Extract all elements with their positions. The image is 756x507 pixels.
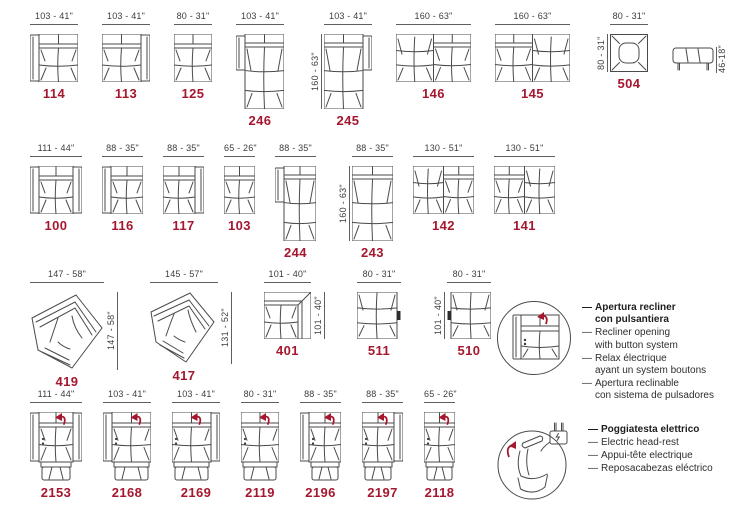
- module-drawing-103: [224, 166, 255, 214]
- module-cell-142: [413, 142, 474, 233]
- width-dimension: 88 - 35": [352, 142, 393, 157]
- width-dimension: 145 - 57": [150, 268, 218, 283]
- module-cell-417: [150, 268, 234, 383]
- legend-item: [588, 463, 713, 475]
- legend-line: Appui-tête electrique: [601, 449, 693, 461]
- width-dimension: 130 - 51": [494, 142, 555, 157]
- model-number: 145: [521, 86, 544, 101]
- dash-bullet: —: [582, 327, 592, 339]
- legend-item: [588, 424, 713, 436]
- module-drawing-417: [150, 292, 218, 364]
- module-cell-100: [30, 142, 82, 233]
- model-number: 243: [361, 245, 384, 260]
- module-drawing-511: [357, 292, 401, 339]
- model-number: 246: [248, 113, 272, 128]
- model-number: 113: [114, 86, 138, 101]
- width-dimension: 88 - 35": [102, 142, 143, 157]
- module-cell-401: [264, 268, 327, 358]
- module-cell-244: [275, 142, 316, 260]
- module-drawing-504: [610, 34, 648, 72]
- module-drawing-125: [174, 34, 212, 82]
- module-cell-141: [494, 142, 555, 233]
- legend-line: Apertura reclinable: [595, 378, 679, 390]
- legend-recliner: [494, 298, 756, 404]
- dash-bullet: —: [588, 463, 598, 475]
- module-cell-419: [30, 268, 120, 389]
- width-dimension: 88 - 35": [362, 388, 403, 403]
- height-dimension: 80 - 31": [596, 34, 608, 72]
- width-dimension: 111 - 44": [30, 142, 82, 157]
- height-dimension: 131 - 52": [220, 292, 232, 364]
- width-dimension: 103 - 41": [30, 10, 78, 25]
- width-dimension: 147 - 58": [30, 268, 104, 283]
- module-drawing-2197: [362, 412, 403, 481]
- module-cell-2153: [30, 388, 82, 500]
- width-dimension: 80 - 31": [174, 10, 212, 25]
- model-number: 244: [284, 245, 307, 260]
- module-cell-243: [336, 142, 393, 260]
- width-dimension: 103 - 41": [172, 388, 220, 403]
- module-cell-2168: [103, 388, 151, 500]
- model-number: 511: [367, 343, 391, 358]
- recliner-mechanism-icon: [494, 298, 574, 378]
- model-number: 2197: [367, 485, 398, 500]
- legend-line: con pulsantiera: [595, 314, 669, 326]
- width-dimension: 88 - 35": [300, 388, 341, 403]
- height-dimension: 101 - 40": [313, 292, 325, 339]
- height-dimension: 46-18": [717, 44, 727, 73]
- module-cell-116: [102, 142, 143, 233]
- model-number: 2118: [424, 485, 455, 500]
- legend-item: [582, 378, 714, 402]
- model-number: 116: [111, 218, 134, 233]
- module-drawing-2168: [103, 412, 151, 481]
- module-cell-146: [396, 10, 471, 101]
- module-cell-511: [357, 268, 401, 358]
- dash-bullet: —: [582, 352, 592, 364]
- model-number: 2168: [111, 485, 143, 500]
- width-dimension: 80 - 31": [610, 10, 648, 25]
- module-drawing-100: [30, 166, 82, 214]
- module-cell-245: [308, 10, 372, 128]
- dash-bullet: —: [588, 436, 598, 448]
- module-drawing-401: [264, 292, 311, 339]
- module-cell-2119: [241, 388, 279, 500]
- model-number: 2196: [305, 485, 336, 500]
- model-number: 2153: [40, 485, 72, 500]
- module-drawing-243: [352, 166, 393, 241]
- module-drawing-510: [447, 292, 491, 339]
- module-drawing-bench: [672, 46, 714, 72]
- model-number: 245: [336, 113, 360, 128]
- legend-line: ayant un system boutons: [595, 364, 707, 376]
- width-dimension: 80 - 31": [447, 268, 491, 283]
- width-dimension: 111 - 44": [30, 388, 82, 403]
- height-dimension: 147 - 58": [106, 292, 118, 370]
- model-number: 401: [276, 343, 299, 358]
- model-number: 125: [181, 86, 205, 101]
- legend-headrest-text: [588, 420, 713, 477]
- width-dimension: 88 - 35": [163, 142, 204, 157]
- dash-bullet: —: [582, 302, 592, 313]
- model-number: 142: [432, 218, 455, 233]
- legend-line: Recliner opening: [595, 327, 671, 339]
- module-drawing-2153: [30, 412, 82, 481]
- legend-line: Relax électrique: [595, 352, 667, 364]
- module-cell-2196: [300, 388, 341, 500]
- width-dimension: 103 - 41": [103, 388, 151, 403]
- legend-headrest: [494, 420, 756, 502]
- module-cell-2169: [172, 388, 220, 500]
- legend-line: Poggiatesta elettrico: [601, 423, 700, 435]
- legend-item: [582, 302, 714, 326]
- module-drawing-245: [324, 34, 372, 109]
- module-drawing-116: [102, 166, 143, 214]
- legend-item: [588, 450, 713, 462]
- module-drawing-2119: [241, 412, 279, 481]
- dash-bullet: —: [582, 378, 592, 390]
- width-dimension: 103 - 41": [324, 10, 372, 25]
- module-drawing-141: [494, 166, 555, 214]
- width-dimension: 65 - 26": [424, 388, 455, 403]
- height-dimension: 160 - 63": [310, 34, 322, 109]
- module-cell-2118: [424, 388, 455, 500]
- module-drawing-145: [495, 34, 570, 82]
- electric-headrest-icon: [494, 420, 580, 502]
- module-row-1: [30, 10, 756, 142]
- model-number: 103: [228, 218, 251, 233]
- width-dimension: 80 - 31": [357, 268, 401, 283]
- height-dimension: 101 - 40": [433, 292, 445, 339]
- model-number: 504: [617, 76, 641, 91]
- width-dimension: 103 - 41": [236, 10, 284, 25]
- module-cell-113: [102, 10, 150, 101]
- width-dimension: 160 - 63": [396, 10, 471, 25]
- model-number: 114: [42, 86, 66, 101]
- legend-line: with button system: [595, 339, 678, 351]
- model-number: 141: [513, 218, 536, 233]
- module-cell-246: [236, 10, 284, 128]
- legend-column: [494, 298, 756, 502]
- module-cell-145: [495, 10, 570, 101]
- model-number: 146: [422, 86, 445, 101]
- model-number: 117: [172, 218, 195, 233]
- module-drawing-113: [102, 34, 150, 82]
- module-cell-510: [431, 268, 491, 358]
- dash-bullet: —: [588, 449, 598, 461]
- width-dimension: 80 - 31": [241, 388, 279, 403]
- legend-line: Electric head-rest: [601, 436, 679, 448]
- width-dimension: 101 - 40": [264, 268, 311, 283]
- model-number: 2169: [180, 485, 212, 500]
- legend-item: [582, 327, 714, 351]
- module-drawing-244: [275, 166, 316, 241]
- module-drawing-142: [413, 166, 474, 214]
- module-row-2: [30, 142, 756, 268]
- legend-item: [588, 437, 713, 449]
- legend-recliner-text: [582, 298, 714, 404]
- model-number: 419: [55, 374, 79, 389]
- width-dimension: 88 - 35": [275, 142, 316, 157]
- height-dimension: 160 - 63": [338, 166, 350, 241]
- dash-bullet: —: [588, 423, 598, 435]
- module-cell-125: [174, 10, 212, 101]
- model-number: 417: [172, 368, 196, 383]
- module-drawing-2196: [300, 412, 341, 481]
- module-drawing-114: [30, 34, 78, 82]
- module-cell: [672, 10, 730, 73]
- width-dimension: 160 - 63": [495, 10, 570, 25]
- module-cell-2197: [362, 388, 403, 500]
- module-drawing-2169: [172, 412, 220, 481]
- legend-line: Reposacabezas eléctrico: [601, 463, 713, 475]
- module-drawing-419: [30, 292, 104, 370]
- legend-item: [582, 353, 714, 377]
- module-drawing-246: [236, 34, 284, 109]
- model-number: 2119: [245, 485, 275, 500]
- width-dimension: 103 - 41": [102, 10, 150, 25]
- legend-line: Apertura recliner: [595, 302, 676, 313]
- model-number: 100: [44, 218, 68, 233]
- module-drawing-117: [163, 166, 204, 214]
- width-dimension: 130 - 51": [413, 142, 474, 157]
- module-cell-117: [163, 142, 204, 233]
- model-number: 510: [457, 343, 481, 358]
- legend-line: con sistema de pulsadores: [595, 390, 714, 402]
- module-drawing-2118: [424, 412, 455, 481]
- module-cell-504: [594, 10, 648, 91]
- module-drawing-146: [396, 34, 471, 82]
- width-dimension: 65 - 26": [224, 142, 255, 157]
- module-cell-114: [30, 10, 78, 101]
- module-cell-103: [224, 142, 255, 233]
